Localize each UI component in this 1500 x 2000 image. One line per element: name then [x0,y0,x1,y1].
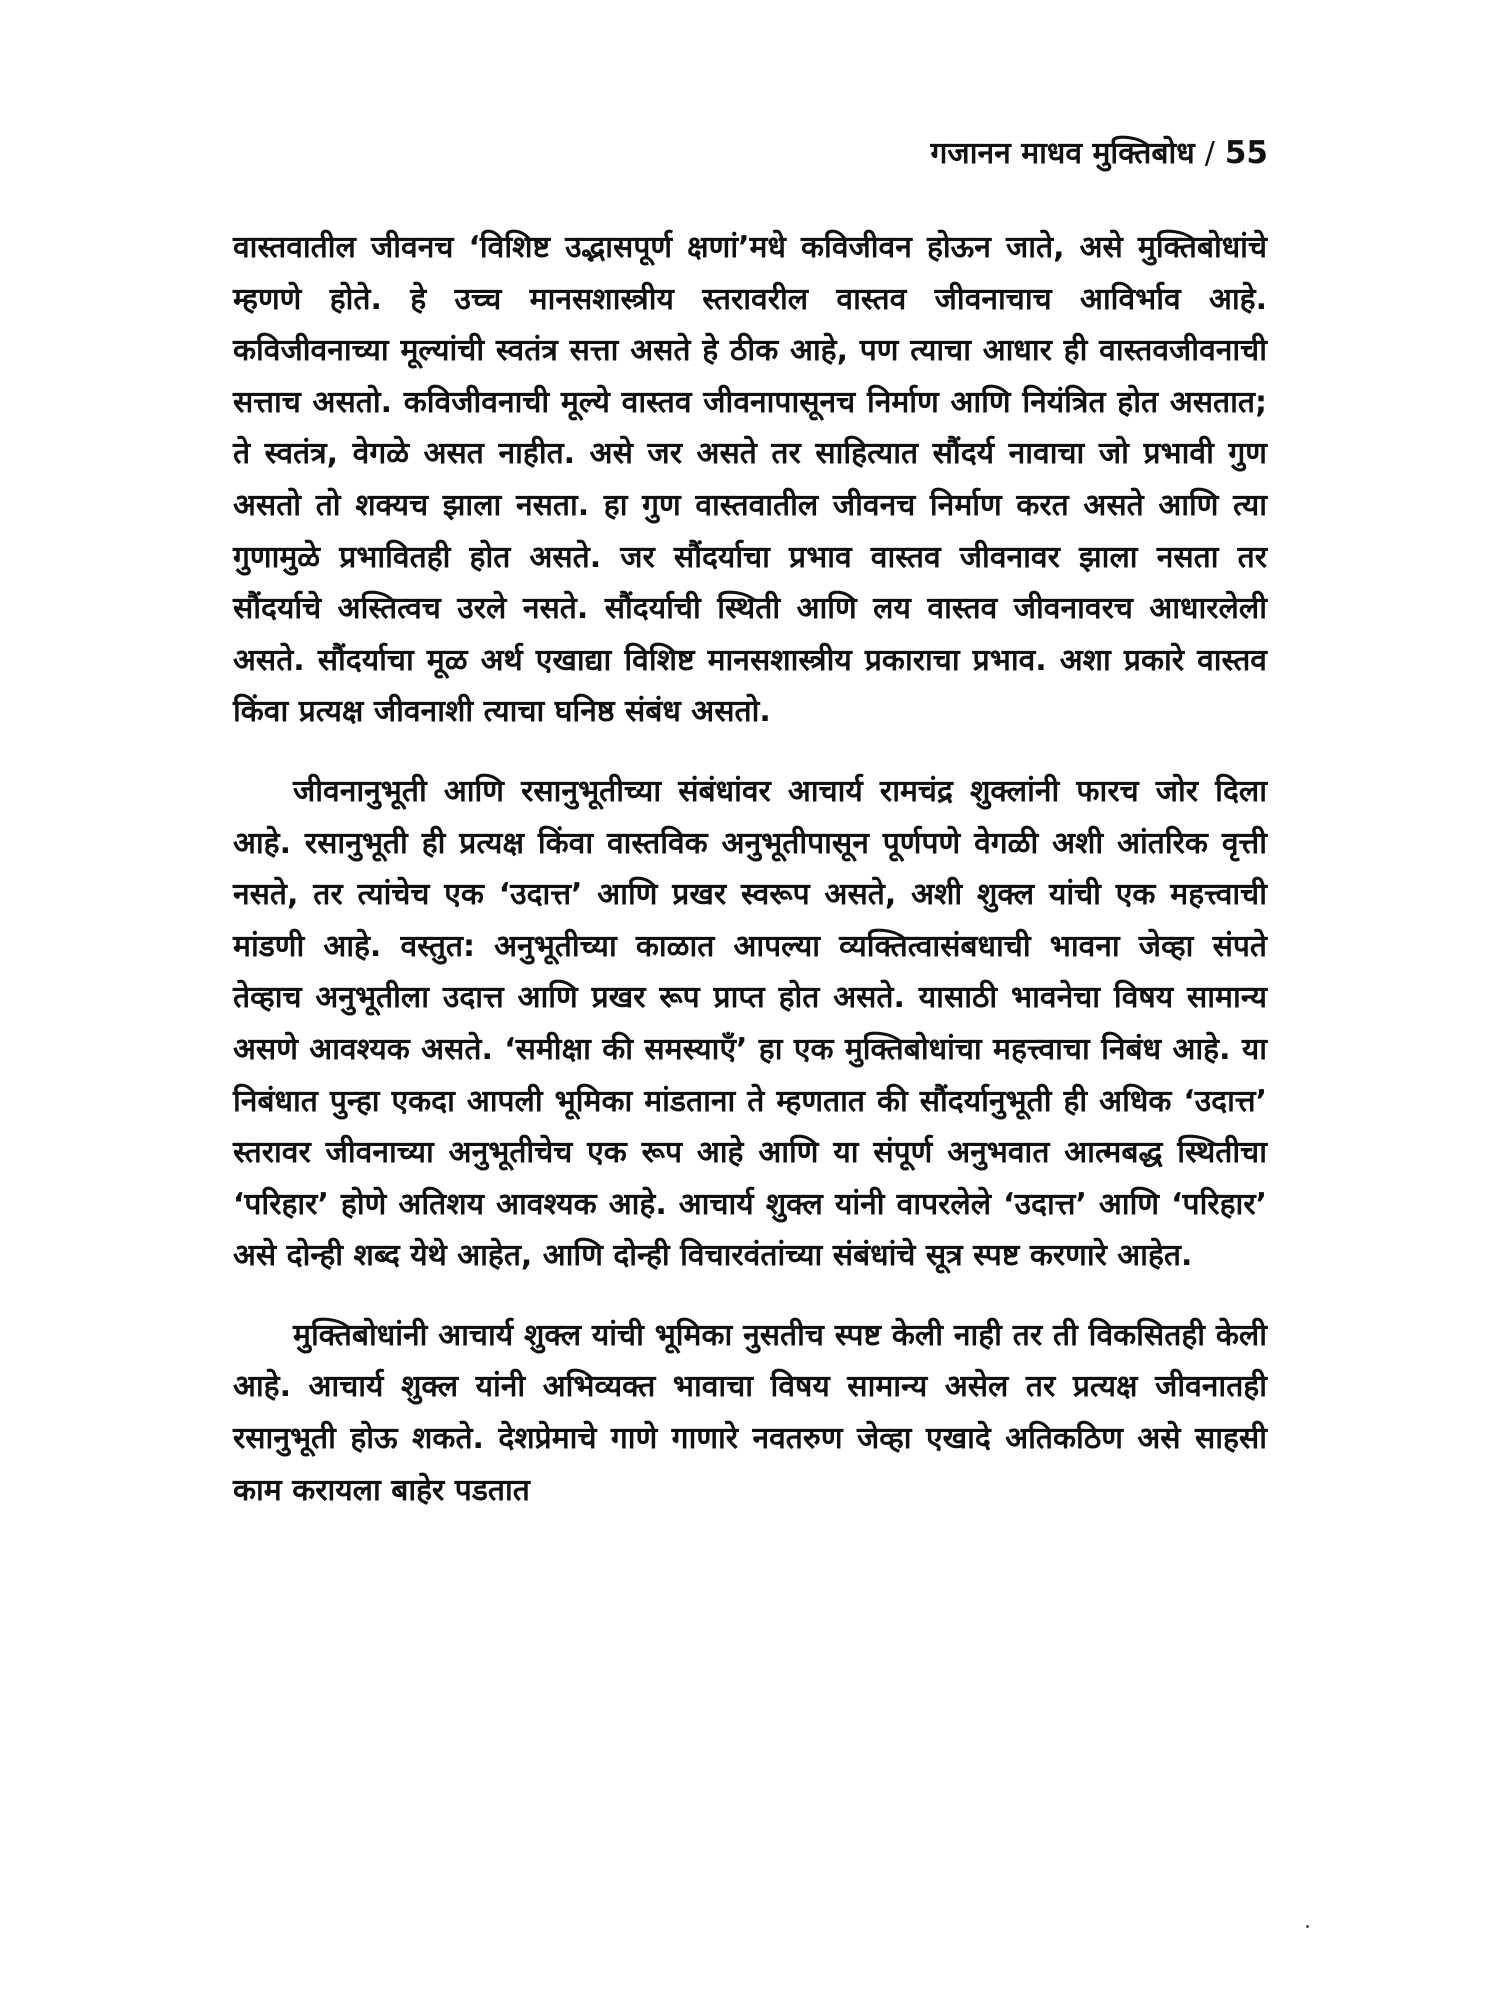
header-separator: / [1204,136,1215,171]
running-header [931,135,1268,172]
page-number: 55 [1224,135,1268,171]
paragraph-3: मुक्तिबोधांनी आचार्य शुक्ल यांची भूमिका नुसतीच स्पष्ट केली नाही तर ती विकसितही केली आहे. आचार्य शुक्ल यांनी अभिव्यक्त भावाचा विषय सामान्य असेल तर प्रत्यक्ष जीवनातही रसानुभूती होऊ शकते. देशप्रेमाचे गाणे गाणारे नवतरुण जेव्हा एखादे अतिकठिण असे साहसी काम करायला बाहेर पडतात [233,1317,1267,1508]
running-title: गजानन माधव मुक्तिबोध [930,136,1195,171]
body-text [233,222,1267,1516]
paragraph-2: जीवनानुभूती आणि रसानुभूतीच्या संबंधांवर आचार्य रामचंद्र शुक्लांनी फारच जोर दिला आहे. रसानुभूती ही प्रत्यक्ष किंवा वास्तविक अनुभूतीपासून पूर्णपणे वेगळी अशी आंतरिक वृत्ती नसते, तर त्यांचेच एक ‘उदात्त’ आणि प्रखर स्वरूप असते, अशी शुक्ल यांची एक महत्त्वाची मांडणी आहे. वस्तुत: अनुभूतीच्या काळात आपल्या व्यक्तित्वासंबधाची भावना जेव्हा संपते तेव्हाच अनुभूतीला उदात्त आणि प्रखर रूप प्राप्त होत असते. यासाठी भावनेचा विषय सामान्य असणे आवश्यक असते. ‘समीक्षा की समस्याएँ’ हा एक मुक्तिबोधांचा महत्त्वाचा निबंध आहे. या निबंधात पुन्हा एकदा आपली भूमिका मांडताना ते म्हणतात की सौंदर्यानुभूती ही अधिक ‘उदात्त’ स्तरावर जीवनाच्या अनुभूतीचेच एक रूप आहे आणि या संपूर्ण अनुभवात आत्मबद्ध स्थितीचा ‘परिहार’ होणे अतिशय आवश्यक आहे. आचार्य शुक्ल यांनी वापरलेले ‘उदात्त’ आणि ‘परिहार’ असे दोन्ही शब्द येथे आहेत, आणि दोन्ही विचारवंतांच्या संबंधांचे सूत्र स्पष्ट करणारे आहेत. [233,773,1267,1274]
scan-speck [1306,1925,1309,1928]
paragraph-1: वास्तवातील जीवनच ‘विशिष्ट उद्भासपूर्ण क्षणां’मधे कविजीवन होऊन जाते, असे मुक्तिबोधांचे म्हणणे होते. हे उच्च मानसशास्त्रीय स्तरावरील वास्तव जीवनाचाच आविर्भाव आहे. कविजीवनाच्या मूल्यांची स्वतंत्र सत्ता असते हे ठीक आहे, पण त्याचा आधार ही वास्तवजीवनाची सत्ताच असतो. कविजीवनाची मूल्ये वास्तव जीवनापासूनच निर्माण आणि नियंत्रित होत असतात; ते स्वतंत्र, वेगळे असत नाहीत. असे जर असते तर साहित्यात सौंदर्य नावाचा जो प्रभावी गुण असतो तो शक्यच झाला नसता. हा गुण वास्तवातील जीवनच निर्माण करत असते आणि त्या गुणामुळे प्रभावितही होत असते. जर सौंदर्याचा प्रभाव वास्तव जीवनावर झाला नसता तर सौंदर्याचे अस्तित्वच उरले नसते. सौंदर्याची स्थिती आणि लय वास्तव जीवनावरच आधारलेली असते. सौंदर्याचा मूळ अर्थ एखाद्या विशिष्ट मानसशास्त्रीय प्रकाराचा प्रभाव. अशा प्रकारे वास्तव किंवा प्रत्यक्ष जीवनाशी त्याचा घनिष्ठ संबंध असतो. [233,230,1267,730]
